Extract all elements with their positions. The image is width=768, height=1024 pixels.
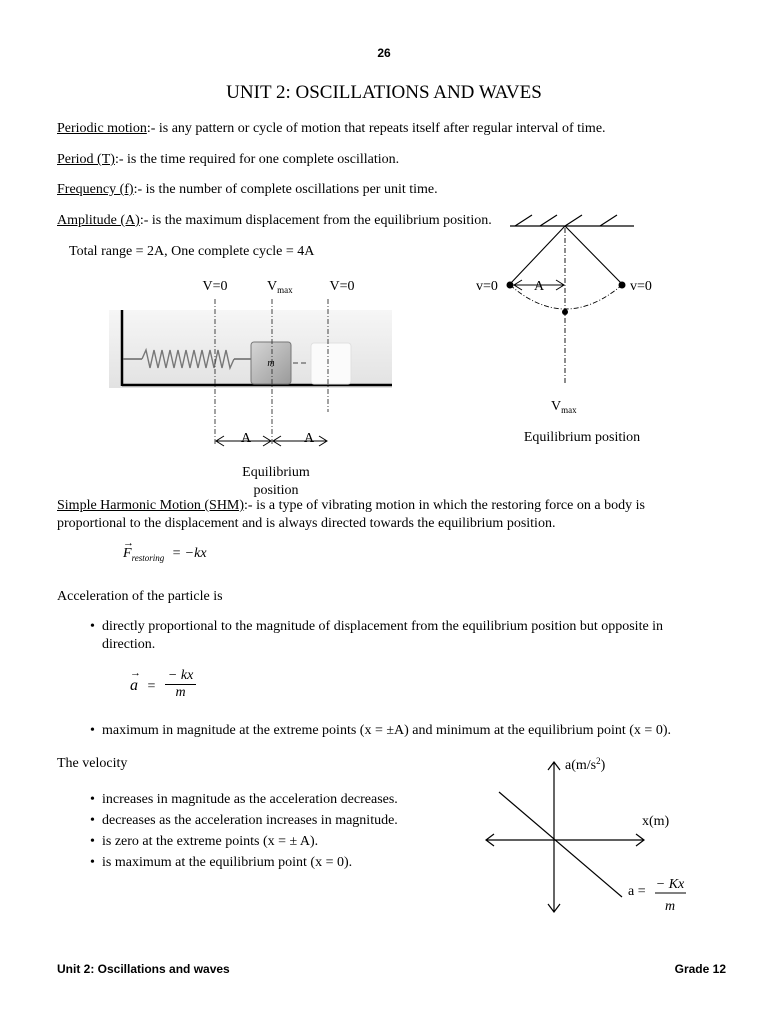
definition-term: Amplitude (A) (57, 213, 140, 228)
amplitude-left-label: A (240, 431, 252, 446)
definition-text: :- is the time required for one complete oscillation. (114, 152, 400, 167)
shm-definition-line1 (57, 498, 645, 514)
vmax-subscript: max (277, 285, 293, 295)
acceleration-intro: Acceleration of the particle is (57, 589, 223, 604)
force-vector (123, 537, 134, 562)
shm-text: :- is a type of vibrating motion in which the restoring force on a body is (244, 498, 645, 513)
vmax-label (267, 279, 293, 295)
velocity-intro: The velocity (57, 756, 128, 771)
v0-right-label: v=0 (630, 279, 652, 294)
footer-right: Grade 12 (674, 962, 726, 976)
string-left (510, 226, 565, 284)
definition-amplitude (57, 213, 492, 229)
footer-left: Unit 2: Oscillations and waves (57, 962, 230, 976)
vmax-label (551, 399, 577, 415)
vmax-symbol: V (551, 399, 562, 414)
ceiling-hatch (515, 215, 617, 226)
ghost-mass-block (311, 343, 351, 384)
acceleration-vector (130, 667, 141, 695)
list-item: • directly proportional to the magnitude of displacement from the equilibrium position but opposite in direction. (90, 618, 663, 654)
force-rhs: = −kx (171, 546, 207, 561)
shm-definition-line2: proportional to the displacement and is always directed towards the equilibrium position. (57, 516, 556, 531)
definition-text: :- is the maximum displacement from the equilibrium position. (139, 213, 492, 228)
equilibrium-position-caption: Equilibrium position (523, 430, 641, 445)
definition-period (57, 152, 399, 168)
acceleration-bullet-list-2 (90, 720, 671, 741)
velocity-bullet-list (90, 789, 398, 873)
equilibrium-label: Equilibrium (242, 465, 310, 480)
amplitude-right-label: A (303, 431, 315, 446)
acceleration-bullet-list-1 (90, 618, 663, 654)
definition-term: Frequency (f) (57, 182, 134, 197)
page-number: 26 (377, 46, 391, 60)
definition-text: :- is the number of complete oscillations per unit time. (133, 182, 438, 197)
definition-periodic-motion (57, 121, 606, 137)
position-label: position (253, 483, 299, 498)
v0-left-label: V=0 (202, 279, 228, 294)
x-axis-label: x(m) (642, 814, 670, 829)
vector-arrow-icon: → (123, 537, 134, 549)
bob-right (619, 282, 626, 289)
shm-term: Simple Harmonic Motion (SHM) (57, 498, 245, 513)
force-symbol: F (123, 546, 132, 561)
unit-title: UNIT 2: OSCILLATIONS AND WAVES (226, 82, 542, 103)
definition-term: Period (T) (57, 152, 115, 167)
list-item: • is maximum at the equilibrium point (x = 0). (90, 852, 398, 873)
acceleration-symbol: a (130, 677, 138, 694)
list-item: • is zero at the extreme points (x = ± A). (90, 831, 398, 852)
axes (486, 762, 644, 912)
force-subscript: restoring (131, 553, 165, 563)
acceleration-fraction (165, 668, 196, 701)
a-vs-x-line (499, 792, 622, 897)
acceleration-displacement-graph (480, 752, 710, 922)
pendulum-diagram (460, 205, 660, 455)
bob-center (562, 309, 568, 315)
fraction-numerator: − kx (165, 668, 196, 685)
y-axis-label: $a(m/s^2)$ (565, 756, 606, 773)
spring-mass-diagram (100, 272, 400, 502)
vmax-symbol: V (267, 279, 278, 294)
graph-equation-denominator: m (664, 899, 676, 914)
graph-equation-numerator: − Kx (655, 877, 685, 892)
acceleration-equation (130, 668, 196, 701)
vmax-subscript: max (561, 405, 577, 415)
definition-frequency (57, 182, 438, 198)
swing-arc (510, 285, 622, 309)
list-item: • maximum in magnitude at the extreme points (x = ±A) and minimum at the equilibrium point (x = 0). (90, 720, 671, 741)
amplitude-label: A (533, 279, 545, 294)
list-item: • increases in magnitude as the acceleration decreases. (90, 789, 398, 810)
restoring-force-equation (123, 537, 207, 563)
string-right (565, 226, 622, 284)
list-item: • decreases as the acceleration increases in magnitude. (90, 810, 398, 831)
mass-label: m (267, 358, 275, 369)
v0-right-label: V=0 (329, 279, 355, 294)
definition-text: :- is any pattern or cycle of motion that repeats itself after regular interval of time. (146, 121, 606, 136)
total-range-text: Total range = 2A, One complete cycle = 4A (69, 244, 315, 259)
fraction-denominator: m (175, 685, 186, 700)
vector-arrow-icon: → (130, 667, 141, 679)
equals-sign: = (147, 679, 156, 694)
bob-left (507, 282, 514, 289)
v0-left-label: v=0 (476, 279, 498, 294)
graph-equation-lhs: a = (628, 884, 646, 899)
definition-term: Periodic motion (57, 121, 147, 136)
